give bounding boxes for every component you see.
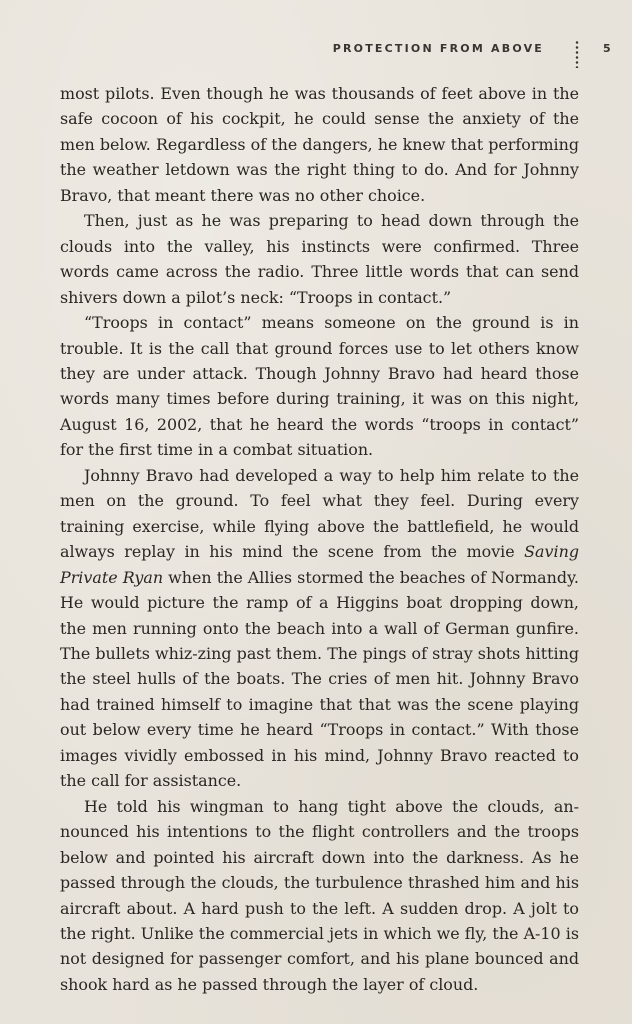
page-number: 5 — [603, 42, 611, 55]
paragraph-text: Then, just as he was preparing to head down through the clouds into the valley, his instincts were confirmed. Three words came across the radio. Three little words that can send shivers down a pilot’s neck: “Troops in contact.” — [60, 211, 579, 307]
paragraph-text: most pilots. Even though he was thousands of feet above in the safe cocoon of his cockpit, he could sense the anxiety of the men below. Regardless of the dangers, he knew that performing the weather letdown was the right thing to do. And for Johnny Bravo, that meant there was no other choice. — [60, 84, 579, 205]
running-title: PROTECTION FROM ABOVE — [332, 42, 544, 55]
running-header — [0, 40, 632, 60]
paragraph-4 — [60, 463, 579, 794]
paragraph-2 — [60, 208, 579, 310]
paragraph-text: Johnny Bravo had developed a way to help him relate to the men on the ground. To feel what they feel. During every training exercise, while flying above the battlefield, he would always replay in his mind the scene from the movie — [60, 465, 579, 562]
paragraph-text: when the Allies stormed the beaches of Normandy. He would picture the ramp of a Higgins boat dropping down, the men running onto the beach into a wall of German gunfire. The bullets whiz-zing past them. The pings of stray shots hitting the steel hulls of the boats. The cries of men hit. Johnny Bravo had trained himself to imagine that that was the scene playing out below every time he heard “Troops in contact.” With those images vividly embossed in his mind, Johnny Bravo reacted to the call for assistance. — [60, 567, 579, 791]
paragraph-5 — [60, 794, 579, 998]
dotted-separator — [575, 40, 579, 68]
body-text — [60, 81, 579, 997]
paragraph-1 — [60, 81, 579, 208]
movie-title: Saving Private Ryan — [60, 542, 579, 587]
paragraph-text: “Troops in contact” means someone on the ground is in trouble. It is the call that ground forces use to let others know they are under attack. Though Johnny Bravo had heard those words many times before during training, it was on this night, August 16, 2002, that he heard the words “troops in contact” for the first time in a combat situation. — [60, 313, 579, 460]
paragraph-3 — [60, 310, 579, 463]
paragraph-text: He told his wingman to hang tight above the clouds, an-nounced his intentions to the flight controllers and the troops below and pointed his aircraft down into the darkness. As he passed through the clouds, the turbulence thrashed him and his aircraft about. A hard push to the left. A sudden drop. A jolt to the right. Unlike the commercial jets in which we fly, the A-10 is not designed for passenger comfort, and his plane bounced and shook hard as he passed through the layer of cloud. — [60, 796, 579, 994]
